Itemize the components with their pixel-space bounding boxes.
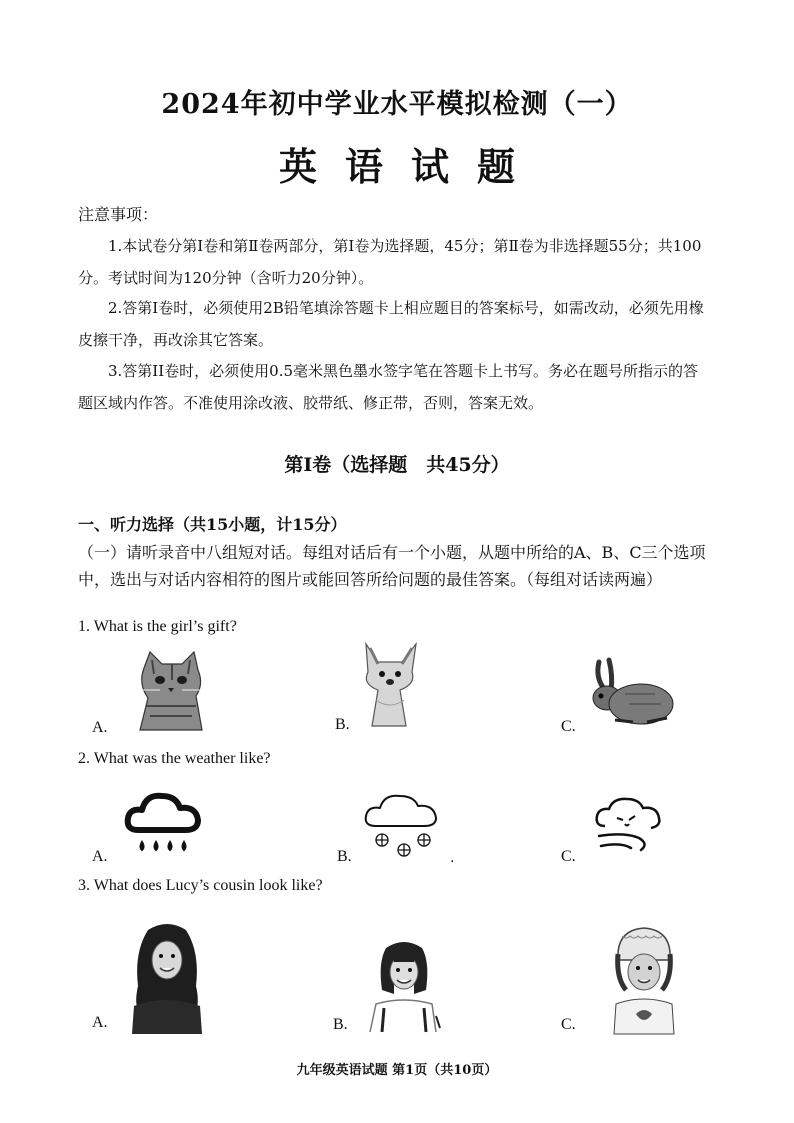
q3-option-b-label[interactable]: B. bbox=[333, 1016, 348, 1033]
snow-icon bbox=[364, 792, 440, 862]
rain-icon bbox=[126, 792, 200, 856]
q1-option-a-label[interactable]: A. bbox=[92, 719, 108, 736]
kitten-picture bbox=[132, 650, 212, 735]
q1-option-c-label[interactable]: C. bbox=[561, 718, 576, 735]
notice-item-1: 1.本试卷分第Ⅰ卷和第Ⅱ卷两部分，第Ⅰ卷为选择题，45分；第Ⅱ卷为非选择题55分；共100分。考试时间为120分钟（含听力20分钟）。 bbox=[78, 237, 702, 287]
q3-option-c-label[interactable]: C. bbox=[561, 1016, 576, 1033]
puppy-picture bbox=[360, 640, 422, 730]
q2-option-a-label[interactable]: A. bbox=[92, 848, 108, 865]
q2-option-b-label[interactable]: B. bbox=[337, 848, 352, 865]
rabbit-picture bbox=[585, 660, 675, 728]
q2-option-c-label[interactable]: C. bbox=[561, 848, 576, 865]
notice-item-2: 2.答第Ⅰ卷时，必须使用2B铅笔填涂答题卡上相应题目的答案标号，如需改动，必须先用橡皮擦干净，再改涂其它答案。 bbox=[78, 299, 704, 349]
notice-item-3: 3.答第II卷时，必须使用0.5毫米黑色墨水签字笔在答题卡上书写。务必在题号所指示的答题区域内作答。不准使用涂改液、胶带纸、修正带，否则，答案无效。 bbox=[78, 362, 699, 412]
part-instruction: （一）请听录音中八组短对话。每组对话后有一个小题，从题中所给的A、B、C三个选项中，选出与对话内容相符的图片或能回答所给问题的最佳答案。（每组对话读两遍） bbox=[78, 543, 706, 589]
subject-title: 英语试题 bbox=[278, 144, 543, 189]
question-3: 3. What does Lucy’s cousin look like? bbox=[78, 877, 323, 894]
question-2: 2. What was the weather like? bbox=[78, 750, 271, 767]
girl-long-curly-hair-picture bbox=[128, 922, 206, 1034]
q3-option-a-label[interactable]: A. bbox=[92, 1014, 108, 1031]
notice-heading: 注意事项： bbox=[78, 205, 159, 224]
wind-icon bbox=[595, 796, 675, 858]
stray-dot: . bbox=[450, 850, 455, 866]
part-heading: 一、听力选择（共15小题，计15分） bbox=[78, 515, 347, 534]
question-1: 1. What is the girl’s gift? bbox=[78, 618, 237, 635]
girl-hat-picture bbox=[610, 924, 678, 1034]
q1-option-b-label[interactable]: B. bbox=[335, 716, 350, 733]
girl-short-hair-picture bbox=[368, 938, 444, 1032]
page-footer: 九年级英语试题 第1页（共10页） bbox=[296, 1063, 498, 1078]
exam-title: 2024年初中学业水平模拟检测（一） bbox=[161, 89, 633, 120]
section-title: 第Ⅰ卷（选择题 共45分） bbox=[284, 454, 510, 476]
